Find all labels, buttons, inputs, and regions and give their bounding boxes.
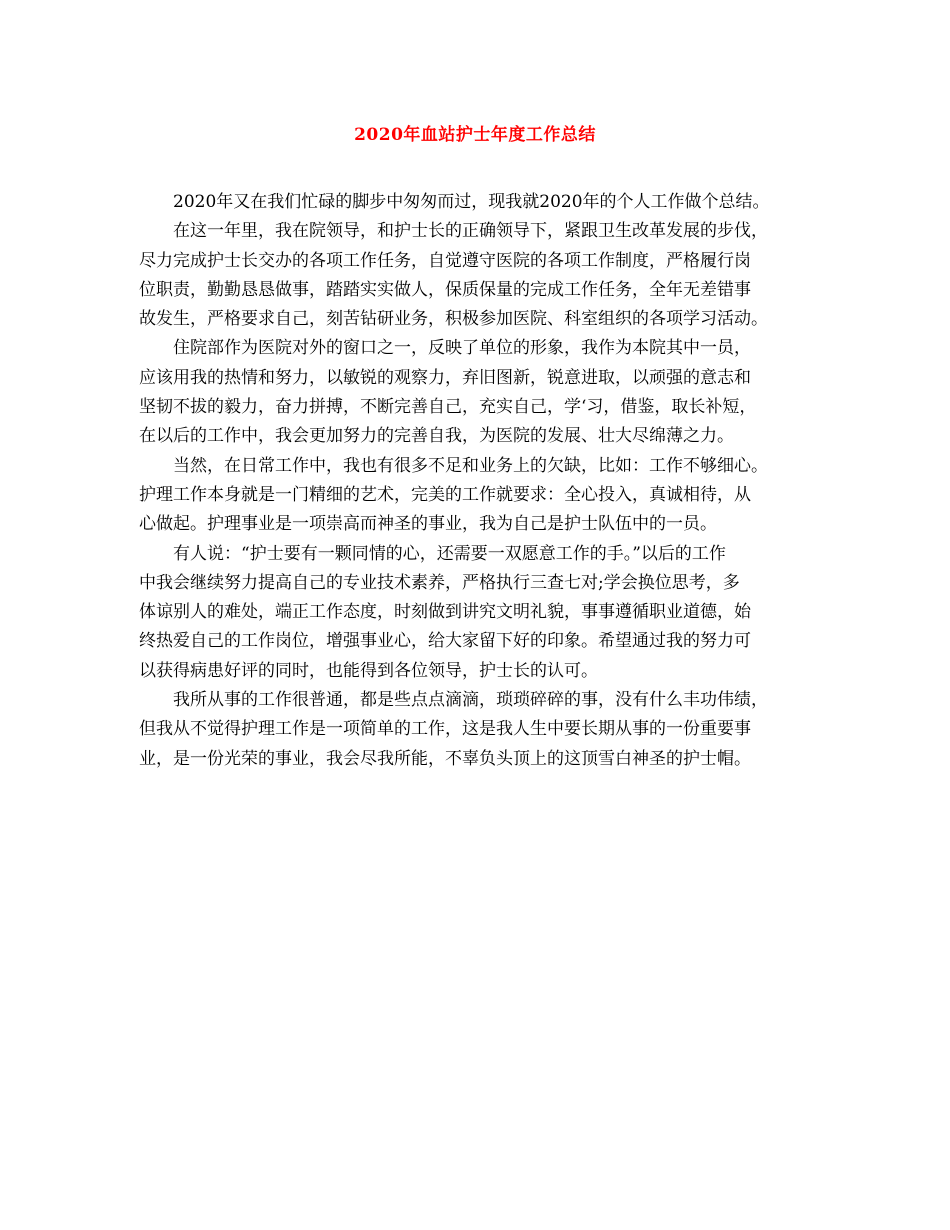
paragraph-line: 以获得病患好评的同时，也能得到各位领导，护士长的认可。	[139, 660, 598, 681]
paragraph-line: 当然，在日常工作中，我也有很多不足和业务上的欠缺，比如：工作不够细心。	[173, 455, 768, 476]
paragraph-1	[139, 188, 819, 217]
document-body	[139, 188, 819, 774]
paragraph-2	[139, 217, 819, 334]
paragraph-line: 住院部作为医院对外的窗口之一，反映了单位的形象，我作为本院其中一员，	[173, 338, 751, 359]
paragraph-line: 但我从不觉得护理工作是一项简单的工作，这是我人生中要长期从事的一份重要事	[139, 719, 751, 740]
paragraph-line: 心做起。护理事业是一项崇高而神圣的事业，我为自己是护士队伍中的一员。	[139, 514, 717, 535]
paragraph-line: 我所从事的工作很普通，都是些点点滴滴，琐琐碎碎的事，没有什么丰功伟绩，	[173, 690, 768, 711]
paragraph-line: 在以后的工作中，我会更加努力的完善自我，为医院的发展、壮大尽绵薄之力。	[139, 426, 734, 447]
paragraph-line: 坚韧不拔的毅力，奋力拼搏，不断完善自己，充实自己，学‘习，借鉴，取长补短，	[139, 397, 757, 418]
paragraph-line: 护理工作本身就是一门精细的艺术，完美的工作就要求：全心投入，真诚相待，从	[139, 484, 751, 505]
document-title: 2020年血站护士年度工作总结	[354, 125, 596, 145]
paragraph-line: 中我会继续努力提高自己的专业技术素养，严格执行三查七对;学会换位思考，多	[139, 572, 740, 593]
paragraph-line: 2020年又在我们忙碌的脚步中匆匆而过，现我就2020年的个人工作做个总结。	[173, 192, 770, 212]
paragraph-line: 尽力完成护士长交办的各项工作任务，自觉遵守医院的各项工作制度，严格履行岗	[139, 250, 751, 271]
paragraph-line: 位职责，勤勤恳恳做事，踏踏实实做人，保质保量的完成工作任务，全年无差错事	[139, 279, 751, 300]
paragraph-line: 在这一年里，我在院领导，和护士长的正确领导下，紧跟卫生改革发展的步伐，	[173, 221, 768, 242]
paragraph-3	[139, 334, 819, 451]
paragraph-4	[139, 452, 819, 540]
paragraph-line: 终热爱自己的工作岗位，增强事业心，给大家留下好的印象。希望通过我的努力可	[139, 631, 751, 652]
paragraph-line: 业，是一份光荣的事业，我会尽我所能，不辜负头顶上的这顶雪白神圣的护士帽。	[139, 748, 751, 769]
paragraph-6	[139, 686, 819, 774]
paragraph-line: 有人说：“护士要有一颗同情的心，还需要一双愿意工作的手。”以后的工作	[173, 543, 726, 564]
paragraph-line: 体谅别人的难处，端正工作态度，时刻做到讲究文明礼貌，事事遵循职业道德，始	[139, 602, 751, 623]
paragraph-line: 应该用我的热情和努力，以敏锐的观察力，弃旧图新，锐意进取，以顽强的意志和	[139, 367, 751, 388]
paragraph-line: 故发生，严格要求自己，刻苦钻研业务，积极参加医院、科室组织的各项学习活动。	[139, 309, 768, 330]
paragraph-5	[139, 540, 819, 686]
